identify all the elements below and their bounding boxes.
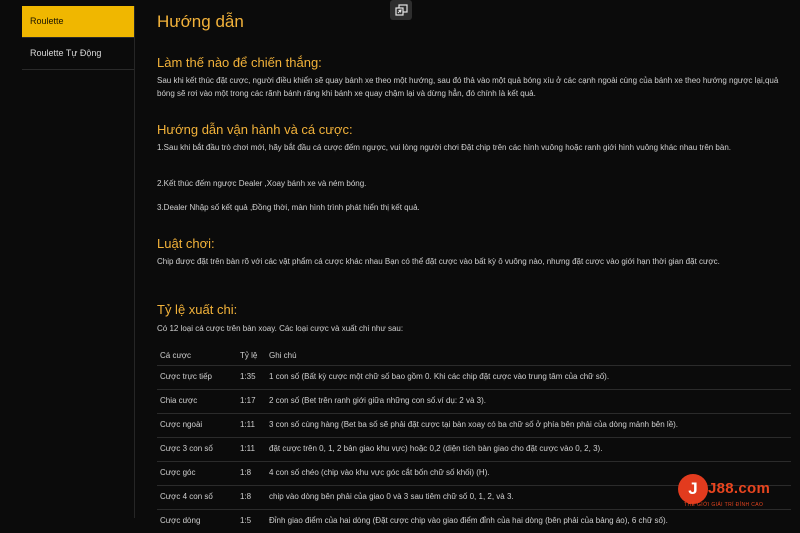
j88-watermark-logo <box>678 474 796 510</box>
section-heading-operation: Hướng dẫn vận hành và cá cược: <box>157 122 353 137</box>
page-title: Hướng dẫn <box>157 12 244 31</box>
cell-bet: Cược dòng <box>160 516 201 525</box>
cell-odds: 1:11 <box>240 420 255 429</box>
section-text-payout: Có 12 loại cá cược trên bàn xoay. Các loại cược và xuất chi như sau: <box>157 324 404 333</box>
cell-bet: Chia cược <box>160 396 198 405</box>
cell-odds: 1:8 <box>240 492 252 501</box>
logo-tagline: THẾ GIỚI GIẢI TRÍ ĐỈNH CAO <box>684 502 764 508</box>
cell-odds: 1:11 <box>240 444 255 453</box>
table-row <box>157 510 791 533</box>
sidebar <box>22 6 135 518</box>
table-row <box>157 438 791 462</box>
sidebar-item-roulette[interactable]: Roulette <box>22 6 134 38</box>
table-row <box>157 390 791 414</box>
table-row <box>157 414 791 438</box>
section-heading-rules: Luật chơi: <box>157 236 215 251</box>
cell-bet: Cược ngoài <box>160 420 203 429</box>
cell-bet: Cược góc <box>160 468 196 477</box>
cell-bet: Cược trực tiếp <box>160 372 212 381</box>
cell-note: 4 con số chéo (chip vào khu vực góc cắt bốn chữ số khối) (H). <box>269 468 490 477</box>
logo-name: J88.com <box>708 480 771 497</box>
cell-note: đặt cược trên 0, 1, 2 bản giao khu vực) hoặc 0,2 (diện tích bàn giao cho đặt cược vào 0, 2, 3). <box>269 444 603 453</box>
section-heading-how-to-win: Làm thế nào để chiến thắng: <box>157 55 322 70</box>
section-text-operation-2: 2.Kết thúc đếm ngược Dealer ,Xoay bánh xe và ném bóng. <box>157 179 367 188</box>
cell-bet: Cược 4 con số <box>160 492 213 501</box>
section-text-rules: Chip được đặt trên bàn rõ với các vật phẩm cá cược khác nhau Bạn có thể đặt cược vào bất kỳ ô vuông nào, nhưng đặt cược vào giới hạn thời gian đặt cược. <box>157 257 720 266</box>
restore-window-button[interactable] <box>390 0 412 20</box>
restore-window-icon <box>395 4 408 16</box>
column-header-note: Ghi chú <box>269 351 297 360</box>
column-header-bet: Cá cược <box>160 351 192 360</box>
cell-odds: 1:35 <box>240 372 256 381</box>
cell-bet: Cược 3 con số <box>160 444 213 453</box>
section-heading-payout: Tỷ lệ xuất chi: <box>157 302 238 317</box>
cell-note: chip vào dòng bên phải của giao 0 và 3 sau tiêm chữ số 0, 1, 2, và 3. <box>269 492 514 501</box>
cell-odds: 1:8 <box>240 468 252 477</box>
logo-badge: J <box>678 474 708 504</box>
cell-odds: 1:17 <box>240 396 256 405</box>
table-row <box>157 366 791 390</box>
cell-note: 2 con số (Bet trên ranh giới giữa những con số.ví dụ: 2 và 3). <box>269 396 486 405</box>
table-header-row <box>157 346 791 366</box>
cell-odds: 1:5 <box>240 516 252 525</box>
section-text-how-to-win: Sau khi kết thúc đặt cược, người điều khiển sẽ quay bánh xe theo một hướng, sau đó thả vào một quả bóng xíu ở các cạnh ngoài cùng của bánh xe theo hướng ngược lại,quả bóng sẽ rơi vào một trong các rãnh bánh răng khi bánh xe quay chậm lại và dừng hẳn, đó chính là kết quả. <box>157 76 779 98</box>
section-text-operation-1: 1.Sau khi bắt đầu trò chơi mới, hãy bắt đầu cá cược đếm ngược, vui lòng người chơi Đặt chip trên các hình vuông hoặc ranh giới hình vuông khác nhau trên bàn. <box>157 143 732 152</box>
cell-note: 3 con số cùng hàng (Bet ba số sẽ phải đặt cược tại bàn xoay có ba chữ số ở phía bên phải của dòng mảnh bên lề). <box>269 420 679 429</box>
cell-note: Đỉnh giao điểm của hai dòng (Đặt cược chip vào giao điểm đỉnh của hai dòng (bên phải của bảng áo), 6 chữ số). <box>269 516 668 525</box>
sidebar-item-roulette-auto[interactable]: Roulette Tự Động <box>22 38 134 70</box>
section-text-operation-3: 3.Dealer Nhập số kết quả ,Đồng thời, màn hình trình phát hiển thị kết quả. <box>157 203 420 212</box>
cell-note: 1 con số (Bất kỳ cược một chữ số bao gồm 0. Khi các chip đặt cược vào trung tâm của chữ số). <box>269 372 610 381</box>
column-header-odds: Tỷ lệ <box>240 351 258 360</box>
